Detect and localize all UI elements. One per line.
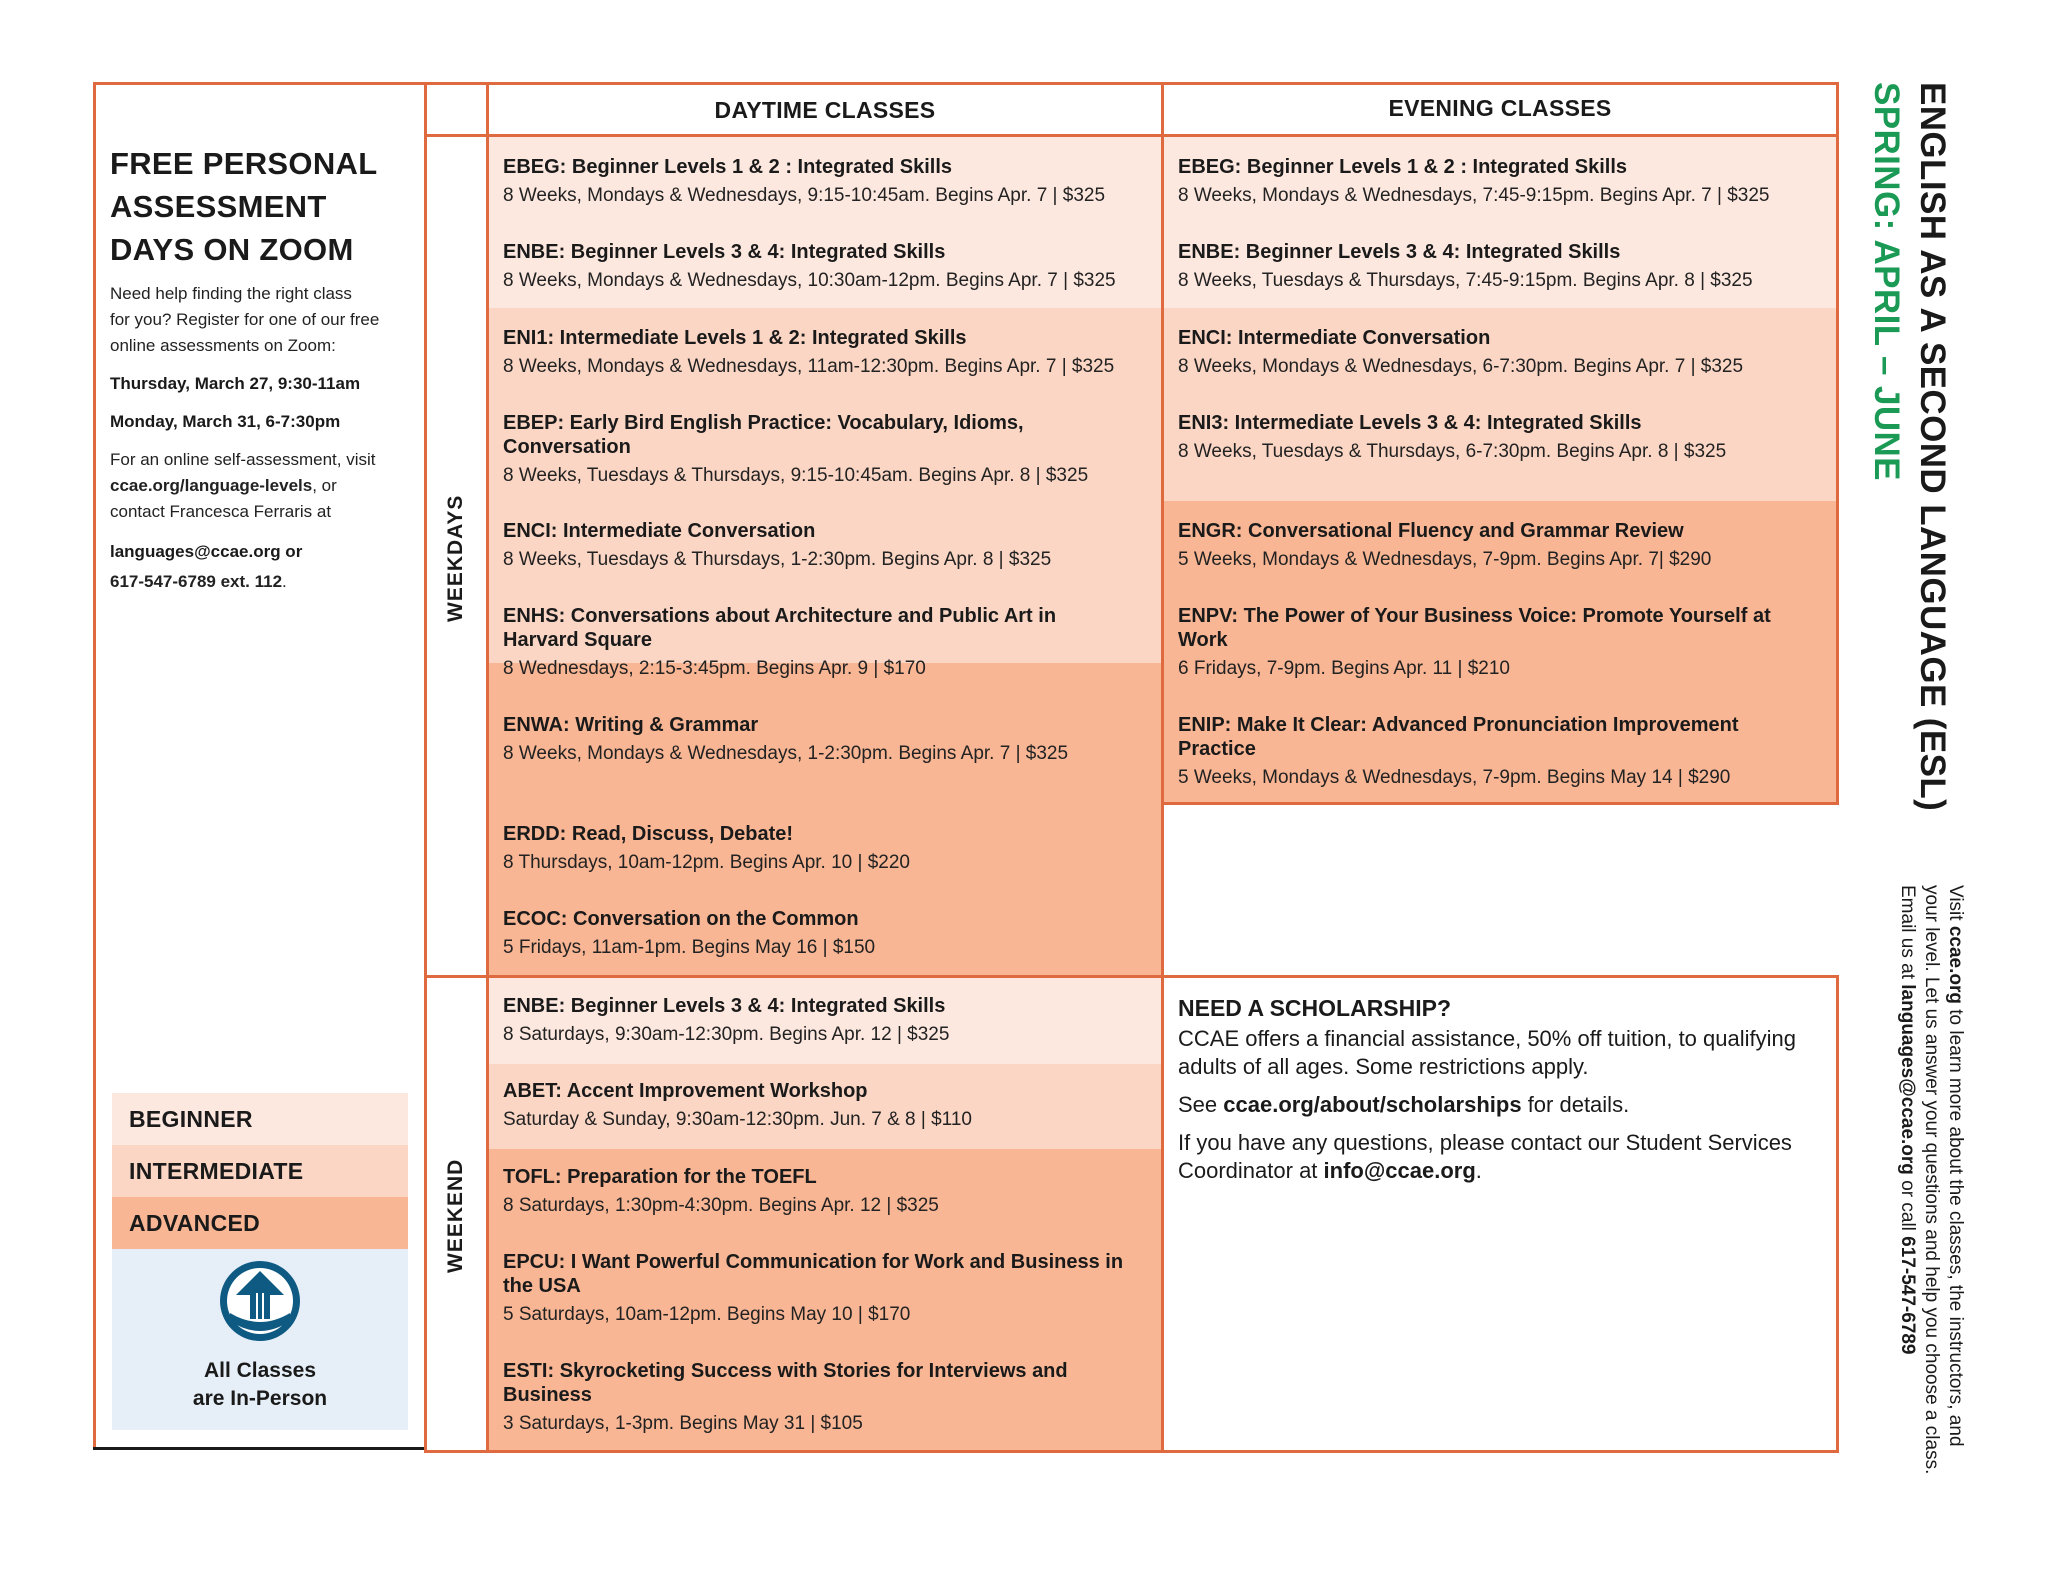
page-title: ENGLISH AS A SECOND LANGUAGE (ESL): [1913, 82, 1952, 812]
course-enbe-day[interactable]: [503, 240, 1149, 293]
course-detail: 5 Weeks, Mondays & Wednesdays, 7-9pm. Begins Apr. 7| $290: [1178, 549, 1712, 570]
in-person-line1: All Classes: [203, 1359, 317, 1382]
course-detail: 8 Weeks, Mondays & Wednesdays, 7:45-9:15pm. Begins Apr. 7 | $325: [1178, 185, 1770, 206]
scholarship-paragraph-3: [1178, 1129, 1818, 1185]
daytime-header-label: DAYTIME CLASSES: [714, 97, 936, 123]
course-esti-weekend[interactable]: [503, 1359, 1149, 1436]
self-assessment-line1: For an online self-assessment, visit: [110, 450, 376, 469]
side-phone[interactable]: 617-547-6789: [1897, 1236, 1918, 1355]
arrow-up-logo-icon: [218, 1259, 302, 1343]
evening-header: [1161, 82, 1839, 137]
course-title: ENWA: Writing & Grammar: [503, 714, 759, 736]
side-email-prefix: Email us at: [1897, 885, 1918, 985]
evening-left-rule: [1161, 82, 1164, 805]
assessment-title-line1: FREE PERSONAL: [110, 146, 378, 181]
course-enci-day[interactable]: [503, 519, 1149, 572]
season-title: SPRING: APRIL – JUNE: [1867, 82, 1906, 481]
side-info-line2: your level. Let us answer your questions and help you choose a class.: [1921, 885, 1942, 1475]
side-visit-suffix: to learn more about the classes, the instructors, and: [1945, 1004, 1966, 1447]
daytime-weekdays-block: [489, 137, 1161, 975]
course-detail: 8 Thursdays, 10am-12pm. Begins Apr. 10 | $220: [503, 852, 910, 873]
course-ebep-day[interactable]: [503, 411, 1089, 488]
course-ebeg-day[interactable]: [503, 155, 1149, 208]
course-title: EBEP: Early Bird English Practice: Vocabulary, Idioms, Conversation: [503, 412, 1024, 458]
side-info-line1: [1944, 885, 1966, 1447]
course-detail: 8 Weeks, Tuesdays & Thursdays, 1-2:30pm. Begins Apr. 8 | $325: [503, 549, 1052, 570]
scholarship-paragraph-2: [1178, 1091, 1818, 1119]
section-split-rule: [424, 975, 489, 978]
assessment-panel: [110, 142, 420, 595]
left-bottom-rule: [93, 1447, 427, 1450]
course-title: ENCI: Intermediate Conversation: [503, 520, 816, 542]
in-person-line2: are In-Person: [192, 1387, 328, 1410]
contact-phone[interactable]: 617-547-6789 ext. 112: [110, 572, 283, 591]
course-detail: 8 Saturdays, 1:30pm-4:30pm. Begins Apr. 12 | $325: [503, 1195, 939, 1216]
course-erdd-day[interactable]: [503, 822, 1149, 875]
evening-weekdays-block: [1164, 137, 1836, 805]
daytime-bottom-rule: [486, 1450, 1164, 1453]
course-enip-eve[interactable]: [1178, 713, 1786, 790]
scholarship-email[interactable]: info@ccae.org: [1323, 1158, 1476, 1183]
assessment-date-1: Thursday, March 27, 9:30-11am: [110, 374, 361, 393]
scholarship-title: NEED A SCHOLARSHIP?: [1178, 995, 1452, 1021]
course-eni3-eve[interactable]: [1178, 411, 1824, 464]
course-enhs-day[interactable]: [503, 604, 1111, 681]
scholarship-details: for details.: [1521, 1092, 1630, 1117]
scholarship-contact-text: If you have any questions, please contact our Student Services Coordinator at: [1178, 1130, 1792, 1183]
course-detail: 6 Fridays, 7-9pm. Begins Apr. 11 | $210: [1178, 658, 1510, 679]
course-title: ENHS: Conversations about Architecture and Public Art in Harvard Square: [503, 605, 1057, 651]
course-detail: 8 Weeks, Tuesdays & Thursdays, 7:45-9:15pm. Begins Apr. 8 | $325: [1178, 270, 1753, 291]
legend-intermediate: INTERMEDIATE: [112, 1145, 408, 1197]
section-weekdays-label: WEEKDAYS: [444, 494, 467, 622]
course-title: ENIP: Make It Clear: Advanced Pronunciation Improvement Practice: [1178, 714, 1739, 760]
course-title: ECOC: Conversation on the Common: [503, 908, 859, 930]
self-assessment-line2: [110, 473, 420, 499]
side-visit-prefix: Visit: [1945, 885, 1966, 926]
course-enci-eve[interactable]: [1178, 326, 1824, 379]
course-detail: 8 Weeks, Mondays & Wednesdays, 9:15-10:45am. Begins Apr. 7 | $325: [503, 185, 1106, 206]
course-detail: 5 Fridays, 11am-1pm. Begins May 16 | $150: [503, 937, 876, 958]
contact-phone-line: [110, 569, 420, 595]
side-email[interactable]: languages@ccae.org: [1897, 984, 1918, 1175]
course-detail: 8 Weeks, Mondays & Wednesdays, 11am-12:30pm. Begins Apr. 7 | $325: [503, 356, 1115, 377]
course-title: ENBE: Beginner Levels 3 & 4: Integrated Skills: [1178, 241, 1621, 263]
scholarship-see: See: [1178, 1092, 1224, 1117]
legend-advanced: ADVANCED: [112, 1197, 408, 1249]
scholarship-box: [1161, 975, 1839, 1453]
course-enbe-eve[interactable]: [1178, 240, 1824, 293]
course-enbe-weekend[interactable]: [503, 994, 1149, 1047]
side-info-line3: [1896, 885, 1918, 1355]
daytime-header: [486, 82, 1164, 137]
side-email-mid: or call: [1897, 1174, 1918, 1237]
course-ecoc-day[interactable]: [503, 907, 1149, 960]
assessment-intro-2: for you? Register for one of our free: [110, 310, 380, 329]
course-title: EBEG: Beginner Levels 1 & 2 : Integrated Skills: [1178, 156, 1628, 178]
contact-email[interactable]: languages@ccae.org or: [110, 542, 303, 561]
legend-beginner: BEGINNER: [112, 1093, 408, 1145]
course-engr-eve[interactable]: [1178, 519, 1824, 572]
evening-right-rule: [1836, 82, 1839, 805]
course-title: ENI1: Intermediate Levels 1 & 2: Integrated Skills: [503, 327, 967, 349]
assessment-title-line3: DAYS ON ZOOM: [110, 232, 354, 267]
self-assessment-suffix: , or: [312, 476, 337, 495]
section-weekend-label: WEEKEND: [444, 1158, 467, 1273]
course-title: ENI3: Intermediate Levels 3 & 4: Integrated Skills: [1178, 412, 1642, 434]
course-title: ENPV: The Power of Your Business Voice: Promote Yourself at Work: [1178, 605, 1771, 651]
level-legend: [112, 1093, 408, 1430]
course-detail: 8 Weeks, Tuesdays & Thursdays, 9:15-10:45am. Begins Apr. 8 | $325: [503, 465, 1089, 486]
daytime-split-rule: [486, 975, 1164, 978]
course-ebeg-eve[interactable]: [1178, 155, 1824, 208]
course-tofl-weekend[interactable]: [503, 1165, 1149, 1218]
course-detail: 8 Weeks, Tuesdays & Thursdays, 6-7:30pm. Begins Apr. 8 | $325: [1178, 441, 1727, 462]
in-person-box: [112, 1249, 408, 1430]
section-header-rule: [424, 134, 489, 137]
language-levels-link[interactable]: ccae.org/language-levels: [110, 476, 313, 495]
course-title: ABET: Accent Improvement Workshop: [503, 1080, 868, 1102]
course-epcu-weekend[interactable]: [503, 1250, 1149, 1327]
course-detail: 8 Weeks, Mondays & Wednesdays, 1-2:30pm. Begins Apr. 7 | $325: [503, 743, 1069, 764]
evening-header-label: EVENING CLASSES: [1388, 95, 1612, 121]
course-enpv-eve[interactable]: [1178, 604, 1796, 681]
course-abet-weekend[interactable]: [503, 1079, 1149, 1132]
side-site-link[interactable]: ccae.org: [1945, 925, 1966, 1004]
assessment-title-line2: ASSESSMENT: [110, 189, 327, 224]
daytime-left-rule: [486, 82, 489, 1453]
course-title: ENBE: Beginner Levels 3 & 4: Integrated Skills: [503, 241, 946, 263]
course-title: ENBE: Beginner Levels 3 & 4: Integrated Skills: [503, 995, 946, 1017]
self-assessment-line3: contact Francesca Ferraris at: [110, 502, 332, 521]
contact-period: .: [282, 572, 287, 591]
assessment-intro-3: online assessments on Zoom:: [110, 336, 336, 355]
assessment-date-2: Monday, March 31, 6-7:30pm: [110, 412, 341, 431]
assessment-intro-1: Need help finding the right class: [110, 284, 352, 303]
course-title: ENCI: Intermediate Conversation: [1178, 327, 1491, 349]
scholarship-paragraph-1: CCAE offers a financial assistance, 50% off tuition, to qualifying adults of all ages. Some restrictions apply.: [1178, 1026, 1796, 1079]
course-detail: 8 Wednesdays, 2:15-3:45pm. Begins Apr. 9 | $170: [503, 658, 926, 679]
course-enwa-day[interactable]: [503, 713, 1149, 766]
course-title: TOFL: Preparation for the TOEFL: [503, 1166, 817, 1188]
course-detail: 8 Weeks, Mondays & Wednesdays, 10:30am-12pm. Begins Apr. 7 | $325: [503, 270, 1116, 291]
scholarship-link[interactable]: ccae.org/about/scholarships: [1223, 1092, 1522, 1117]
course-detail: Saturday & Sunday, 9:30am-12:30pm. Jun. 7 & 8 | $110: [503, 1109, 972, 1130]
course-detail: 5 Saturdays, 10am-12pm. Begins May 10 | $170: [503, 1304, 911, 1325]
evening-bottom-rule: [1161, 802, 1839, 805]
course-detail: 8 Weeks, Mondays & Wednesdays, 6-7:30pm. Begins Apr. 7 | $325: [1178, 356, 1744, 377]
course-title: ERDD: Read, Discuss, Debate!: [503, 823, 794, 845]
course-title: ENGR: Conversational Fluency and Grammar Review: [1178, 520, 1684, 542]
scholarship-period: .: [1475, 1158, 1482, 1183]
course-eni1-day[interactable]: [503, 326, 1149, 379]
course-title: EPCU: I Want Powerful Communication for Work and Business in the USA: [503, 1251, 1124, 1297]
course-detail: 5 Weeks, Mondays & Wednesdays, 7-9pm. Begins May 14 | $290: [1178, 767, 1731, 788]
daytime-weekend-block: [489, 978, 1161, 1450]
course-detail: 8 Saturdays, 9:30am-12:30pm. Begins Apr. 12 | $325: [503, 1024, 950, 1045]
course-title: EBEG: Beginner Levels 1 & 2 : Integrated Skills: [503, 156, 953, 178]
course-detail: 3 Saturdays, 1-3pm. Begins May 31 | $105: [503, 1413, 863, 1434]
scholarship-content: [1178, 994, 1818, 1185]
course-title: ESTI: Skyrocketing Success with Stories for Interviews and Business: [503, 1360, 1068, 1406]
